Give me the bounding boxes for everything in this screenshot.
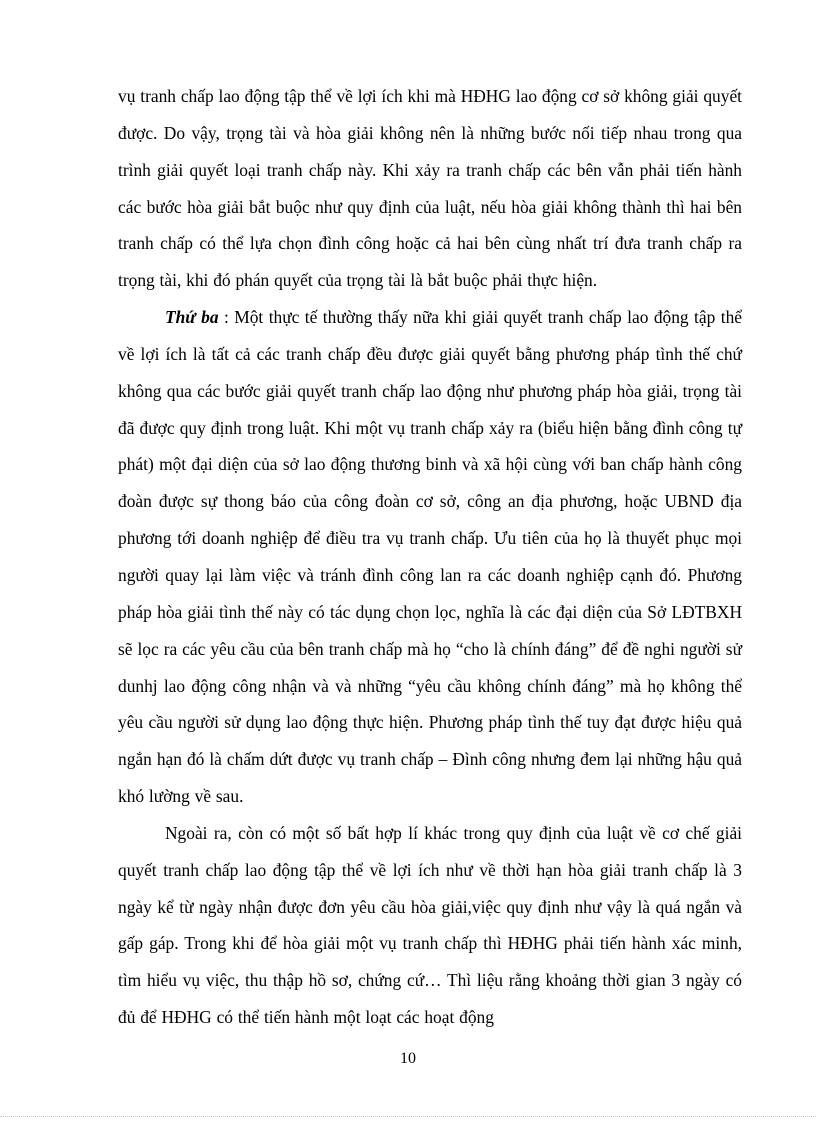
- document-body: [118, 78, 742, 1036]
- page-number: 10: [400, 1050, 416, 1067]
- paragraph-ngoai-ra: Ngoài ra, còn có một số bất hợp lí khác trong quy định của luật về cơ chế giải quyết tranh chấp lao động tập thể về lợi ích như về thời hạn hòa giải tranh chấp là 3 ngày kể từ ngày nhận được đơn yêu cầu hòa giải,việc quy định như vậy là quá ngắn và gấp gáp. Trong khi để hòa giải một vụ tranh chấp thì HĐHG phải tiến hành xác minh, tìm hiểu vụ việc, thu thập hồ sơ, chứng cứ… Thì liệu rằng khoảng thời gian 3 ngày có đủ để HĐHG có thể tiến hành một loạt các hoạt động: [118, 822, 742, 1028]
- paragraph-thu-ba-body: : Một thực tế thường thấy nữa khi giải quyết tranh chấp lao động tập thể về lợi ích là tất cả các tranh chấp đều được giải quyết bằng phương pháp tình thế chứ không qua các bước giải quyết tranh chấp lao động như phương pháp hòa giải, trọng tài đã được quy định trong luật. Khi một vụ tranh chấp xảy ra (biểu hiện bằng đình công tự phát) một đại diện của sở lao động thương binh và xã hội cùng với ban chấp hành công đoàn được sự thong báo của công đoàn cơ sở, công an địa phương, hoặc UBND địa phương tới doanh nghiệp để điều tra vụ tranh chấp. Ưu tiên của họ là thuyết phục mọi người quay lại làm việc và tránh đình công lan ra các doanh nghiệp cạnh đó. Phương pháp hòa giải tình thế này có tác dụng chọn lọc, nghĩa là các đại diện của Sở LĐTBXH sẽ lọc ra các yêu cầu của bên tranh chấp mà họ “cho là chính đáng” để đề nghi người sử dunhj lao động công nhận và và những “yêu cầu không chính đáng” mà họ không thể yêu cầu người sử dụng lao động thực hiện. Phương pháp tình thế tuy đạt được hiệu quả ngắn hạn đó là chấm dứt được vụ tranh chấp – Đình công nhưng đem lại những hậu quả khó lường về sau.: [118, 307, 742, 807]
- page-bottom-border: [0, 1116, 816, 1117]
- paragraph-lead-heading: Thứ ba: [165, 307, 219, 328]
- paragraph-thu-ba: [118, 299, 742, 815]
- paragraph-continuation: vụ tranh chấp lao động tập thể về lợi ích khi mà HĐHG lao động cơ sở không giải quyết được. Do vậy, trọng tài và hòa giải không nên là những bước nối tiếp nhau trong qua trình giải quyết loại tranh chấp này. Khi xảy ra tranh chấp các bên vẫn phải tiến hành các bước hòa giải bắt buộc như quy định của luật, nếu hòa giải không thành thì hai bên tranh chấp có thể lựa chọn đình công hoặc cả hai bên cùng nhất trí đưa tranh chấp ra trọng tài, khi đó phán quyết của trọng tài là bắt buộc phải thực hiện.: [118, 86, 742, 291]
